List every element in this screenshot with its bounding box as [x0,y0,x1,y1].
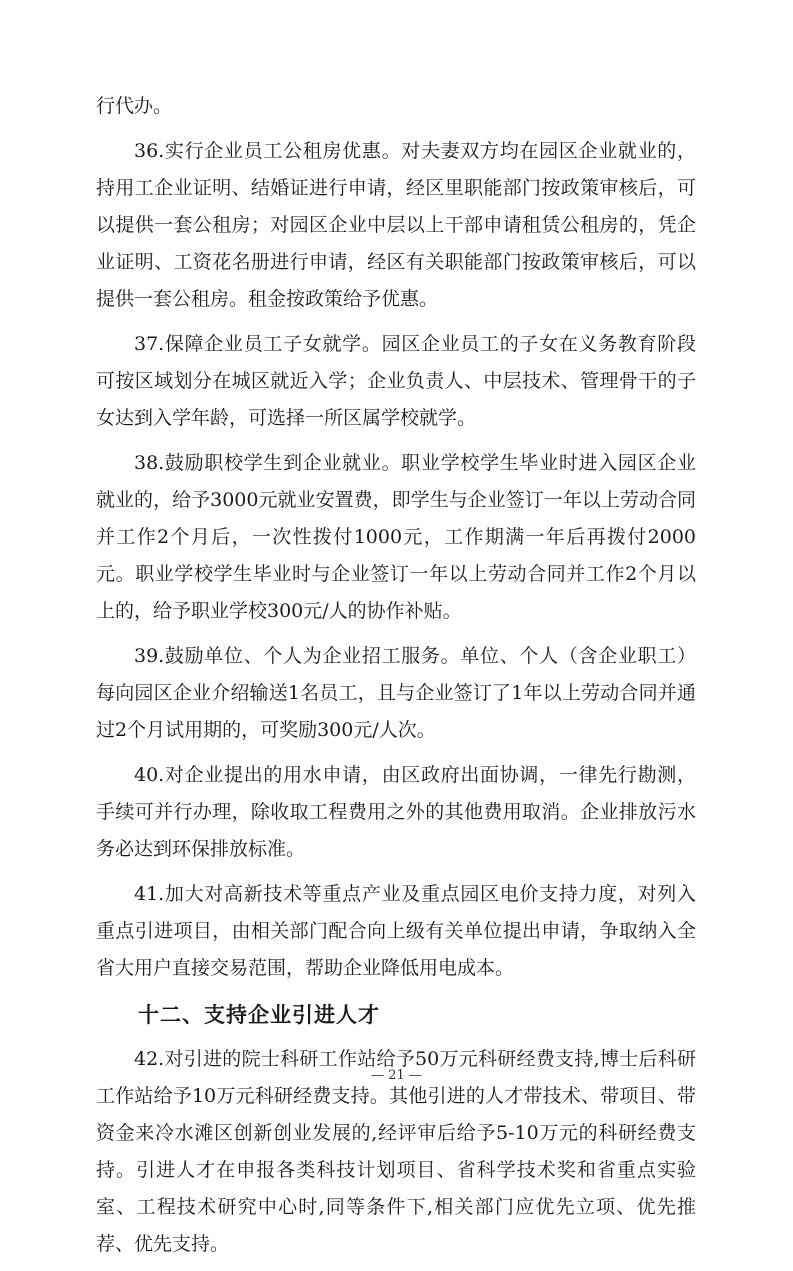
paragraph-42: 42.对引进的院士科研工作站给予50万元科研经费支持,博士后科研工作站给予10万元科研经费支持。其他引进的人才带技术、带项目、带资金来冷水滩区创新创业发展的,经评审后给予5-10万元的科研经费支持。引进人才在申报各类科技计划项目、省科学技术奖和省重点实验室、工程技术研究中心时,同等条件下,相关部门应优先立项、优先推荐、优先支持。 [96,1048,696,1255]
paragraph-continuation: 行代办。 [96,95,173,117]
document-body [96,88,696,1271]
paragraph-40: 40.对企业提出的用水申请，由区政府出面协调，一律先行勘测，手续可并行办理，除收取工程费用之外的其他费用取消。企业排放污水务必达到环保排放标准。 [96,764,696,860]
page-number: — 21 — [371,1068,422,1083]
paragraph-38: 38.鼓励职校学生到企业就业。职业学校学生毕业时进入园区企业就业的，给予3000元就业安置费，即学生与企业签订一年以上劳动合同并工作2个月后，一次性拨付1000元，工作期满一年后再拨付2000元。职业学校学生毕业时与企业签订一年以上劳动合同并工作2个月以上的，给予职业学校300元/人的协作补贴。 [96,452,696,622]
paragraph-37: 37.保障企业员工子女就学。园区企业员工的子女在义务教育阶段可按区域划分在城区就近入学；企业负责人、中层技术、管理骨干的子女达到入学年龄，可选择一所区属学校就学。 [96,333,696,429]
paragraph-39: 39.鼓励单位、个人为企业招工服务。单位、个人（含企业职工）每向园区企业介绍输送1名员工，且与企业签订了1年以上劳动合同并通过2个月试用期的，可奖励300元/人次。 [96,645,696,741]
paragraph-36: 36.实行企业员工公租房优惠。对夫妻双方均在园区企业就业的，持用工企业证明、结婚证进行申请，经区里职能部门按政策审核后，可以提供一套公租房；对园区企业中层以上干部申请租赁公租房的，凭企业证明、工资花名册进行申请，经区有关职能部门按政策审核后，可以提供一套公租房。租金按政策给予优惠。 [96,140,696,310]
paragraph-41: 41.加大对高新技术等重点产业及重点园区电价支持力度，对列入重点引进项目，由相关部门配合向上级有关单位提出申请，争取纳入全省大用户直接交易范围，帮助企业降低用电成本。 [96,883,696,979]
section-heading: 十二、支持企业引进人才 [138,1003,380,1027]
